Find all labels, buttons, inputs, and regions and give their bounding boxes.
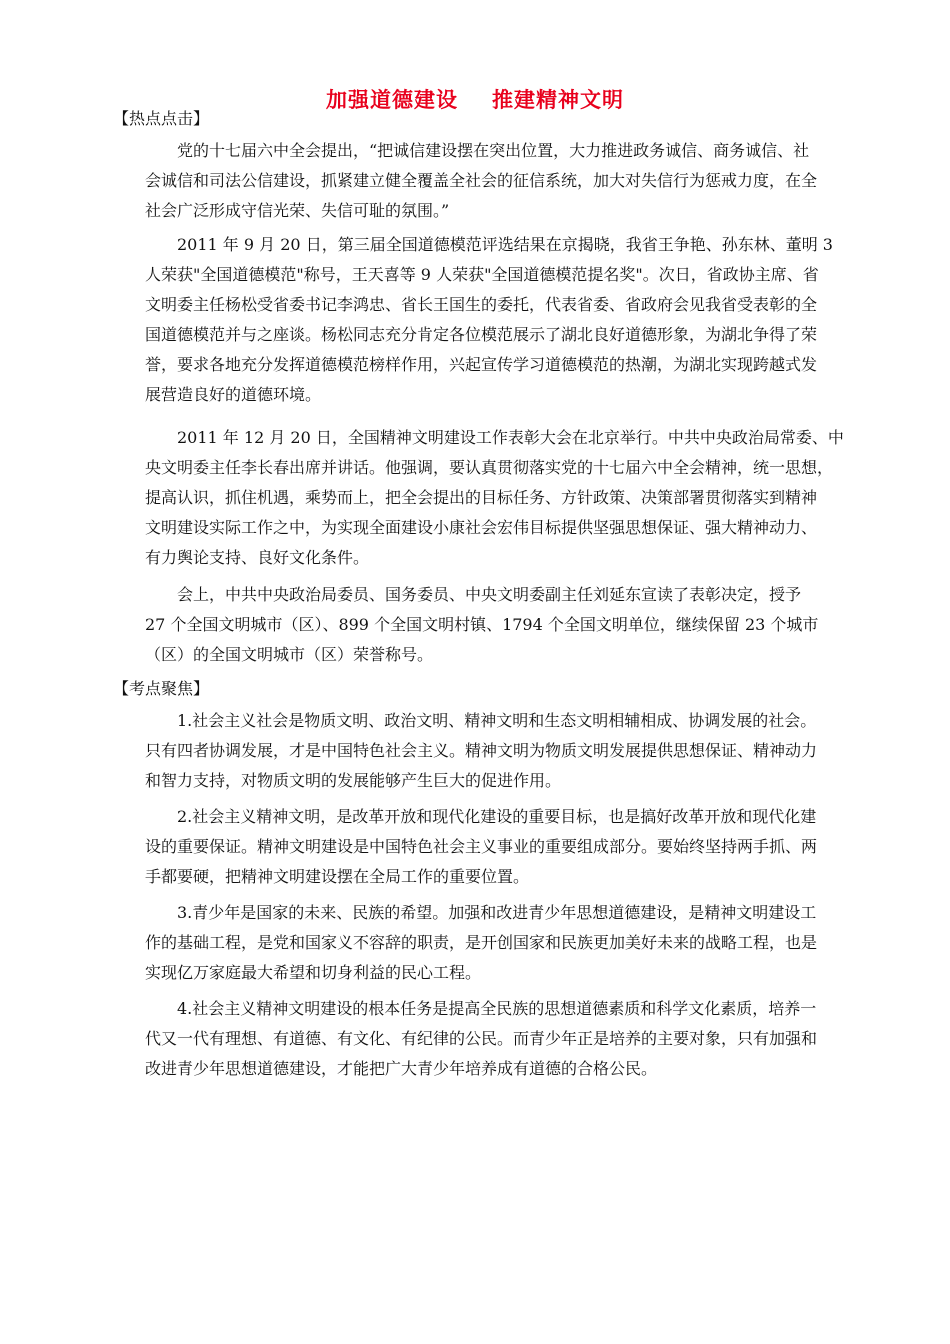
text-line: 作的基础工程，是党和国家义不容辞的职责，是开创国家和民族更加美好未来的战略工程，也是 [145, 933, 818, 952]
text-line: 1.社会主义社会是物质文明、政治文明、精神文明和生态文明相辅相成、协调发展的社会。 [177, 711, 817, 730]
text-line: 实现亿万家庭最大希望和切身利益的民心工程。 [145, 963, 482, 982]
text-line: 誉，要求各地充分发挥道德模范榜样作用，兴起宣传学习道德模范的热潮，为湖北实现跨越式发 [145, 355, 818, 374]
text-line: 2.社会主义精神文明，是改革开放和现代化建设的重要目标，也是搞好改革开放和现代化建 [177, 807, 817, 826]
text-line: 有力舆论支持、良好文化条件。 [145, 548, 370, 567]
text-line: 会诚信和司法公信建设，抓紧建立健全覆盖全社会的征信系统，加大对失信行为惩戒力度，在全 [145, 171, 818, 190]
section-heading-keypoints: 【考点聚焦】 [113, 679, 210, 698]
text-line: 设的重要保证。精神文明建设是中国特色社会主义事业的重要组成部分。要始终坚持两手抓、两 [145, 837, 818, 856]
text-line: 文明委主任杨松受省委书记李鸿忠、省长王国生的委托，代表省委、省政府会见我省受表彰的全 [145, 295, 818, 314]
text-line: （区）的全国文明城市（区）荣誉称号。 [145, 645, 434, 664]
text-line: 4.社会主义精神文明建设的根本任务是提高全民族的思想道德素质和科学文化素质，培养一 [177, 999, 817, 1018]
text-line: 央文明委主任李长春出席并讲话。他强调，要认真贯彻落实党的十七届六中全会精神，统一思想， [145, 458, 834, 477]
paragraph-4 [113, 580, 819, 670]
title-right: 推建精神文明 [492, 87, 624, 112]
text-line: 会上，中共中央政治局委员、国务委员、中央文明委副主任刘延东宣读了表彰决定，授予 [177, 585, 802, 604]
text-line: 文明建设实际工作之中，为实现全面建设小康社会宏伟目标提供坚强思想保证、强大精神动力、 [145, 518, 818, 537]
text-line: 和智力支持，对物质文明的发展能够产生巨大的促进作用。 [145, 771, 562, 790]
text-line: 3.青少年是国家的未来、民族的希望。加强和改进青少年思想道德建设，是精神文明建设工 [177, 903, 817, 922]
section-heading-hotspot: 【热点点击】 [113, 109, 210, 128]
text-line: 代又一代有理想、有道德、有文化、有纪律的公民。而青少年正是培养的主要对象，只有加强和 [145, 1029, 818, 1048]
text-line: 党的十七届六中全会提出，“把诚信建设摆在突出位置，大力推进政务诚信、商务诚信、社 [177, 141, 810, 160]
text-line: 社会广泛形成守信光荣、失信可耻的氛围。” [145, 201, 450, 220]
paragraph-3 [113, 423, 844, 573]
keypoint-2 [113, 802, 818, 892]
text-line: 国道德模范并与之座谈。杨松同志充分肯定各位模范展示了湖北良好道德形象，为湖北争得了荣 [145, 325, 818, 344]
text-line: 2011 年 9 月 20 日，第三届全国道德模范评选结果在京揭晓，我省王争艳、孙东林、董明 3 [177, 235, 833, 254]
text-line: 人荣获"全国道德模范"称号，王天喜等 9 人荣获"全国道德模范提名奖"。次日，省政协主席、省 [145, 265, 819, 284]
text-line: 改进青少年思想道德建设，才能把广大青少年培养成有道德的合格公民。 [145, 1059, 658, 1078]
keypoint-3 [113, 898, 818, 988]
paragraph-1 [113, 136, 818, 226]
text-line: 只有四者协调发展，才是中国特色社会主义。精神文明为物质文明发展提供思想保证、精神动力 [145, 741, 818, 760]
text-line: 手都要硬，把精神文明建设摆在全局工作的重要位置。 [145, 867, 530, 886]
keypoint-1 [113, 706, 818, 796]
keypoint-4 [113, 994, 818, 1084]
text-line: 提高认识，抓住机遇，乘势而上，把全会提出的目标任务、方针政策、决策部署贯彻落实到精神 [145, 488, 818, 507]
title-left: 加强道德建设 [326, 87, 458, 112]
text-line: 2011 年 12 月 20 日，全国精神文明建设工作表彰大会在北京举行。中共中央政治局常委、中 [177, 428, 844, 447]
paragraph-2 [113, 230, 833, 410]
text-line: 展营造良好的道德环境。 [145, 385, 322, 404]
text-line: 27 个全国文明城市（区）、899 个全国文明村镇、1794 个全国文明单位，继续保留 23 个城市 [145, 615, 819, 634]
